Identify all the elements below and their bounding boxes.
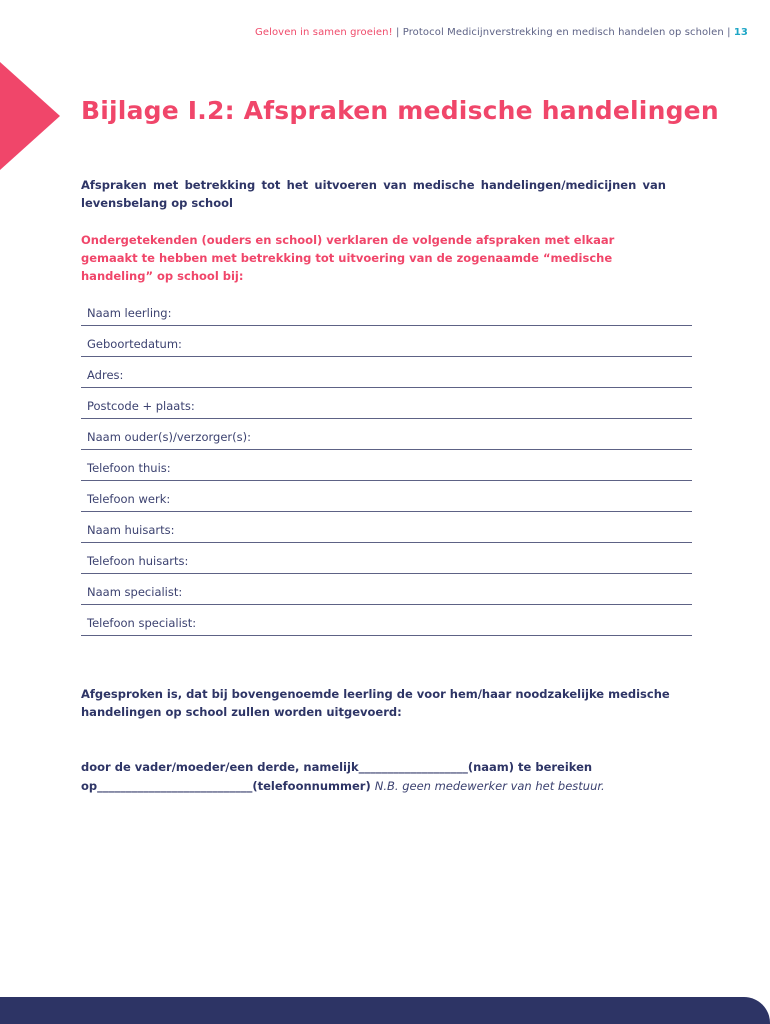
contact-paragraph xyxy=(81,758,721,796)
footer-band xyxy=(0,997,770,1024)
field-postcode-plaats[interactable] xyxy=(81,388,692,419)
header-brand: Geloven in samen groeien! xyxy=(254,27,393,38)
header-separator-2: | xyxy=(723,27,734,38)
field-telefoon-werk[interactable] xyxy=(81,481,692,512)
field-label: Naam leerling: xyxy=(87,306,172,320)
field-naam-huisarts[interactable] xyxy=(81,512,692,543)
declaration-paragraph: Ondergetekenden (ouders en school) verklaren de volgende afspraken met elkaar gemaakt te hebben met betrekking tot uitvoering van de zogenaamde “medische handeling” op school bij: xyxy=(81,233,615,283)
page-number: 13 xyxy=(733,27,748,38)
field-label: Telefoon thuis: xyxy=(87,461,171,475)
decorative-triangle xyxy=(0,62,60,170)
field-telefoon-thuis[interactable] xyxy=(81,450,692,481)
agreement-paragraph: Afgesproken is, dat bij bovengenoemde leerling de voor hem/haar noodzakelijke medische handelingen op school zullen worden uitgevoerd: xyxy=(81,687,670,719)
field-label: Naam huisarts: xyxy=(87,523,175,537)
field-label: Naam ouder(s)/verzorger(s): xyxy=(87,430,251,444)
field-naam-ouders[interactable] xyxy=(81,419,692,450)
field-telefoon-huisarts[interactable] xyxy=(81,543,692,574)
field-label: Naam specialist: xyxy=(87,585,183,599)
header-document-title: Protocol Medicijnverstrekking en medisch handelen op scholen xyxy=(402,27,724,38)
field-label: Geboortedatum: xyxy=(87,337,182,351)
page-title: Bijlage I.2: Afspraken medische handelingen xyxy=(81,96,719,125)
header-separator: | xyxy=(392,27,403,38)
field-naam-specialist[interactable] xyxy=(81,574,692,605)
field-label: Telefoon werk: xyxy=(87,492,171,506)
field-telefoon-specialist[interactable] xyxy=(81,605,692,636)
field-label: Adres: xyxy=(87,368,124,382)
field-label: Telefoon specialist: xyxy=(87,616,197,630)
field-geboortedatum[interactable] xyxy=(81,326,692,357)
page-header xyxy=(255,27,748,38)
form-fields xyxy=(81,295,692,636)
field-label: Telefoon huisarts: xyxy=(87,554,189,568)
field-naam-leerling[interactable] xyxy=(81,295,692,326)
field-label: Postcode + plaats: xyxy=(87,399,195,413)
nb-note: N.B. geen medewerker van het bestuur. xyxy=(374,779,605,793)
contact-line-2: op___________________________(telefoonnummer) xyxy=(81,779,375,793)
contact-line-1: door de vader/moeder/een derde, namelijk___________________(naam) te bereiken xyxy=(81,760,593,774)
intro-paragraph: Afspraken met betrekking tot het uitvoeren van medische handelingen/medicijnen van levensbelang op school xyxy=(81,178,666,210)
field-adres[interactable] xyxy=(81,357,692,388)
